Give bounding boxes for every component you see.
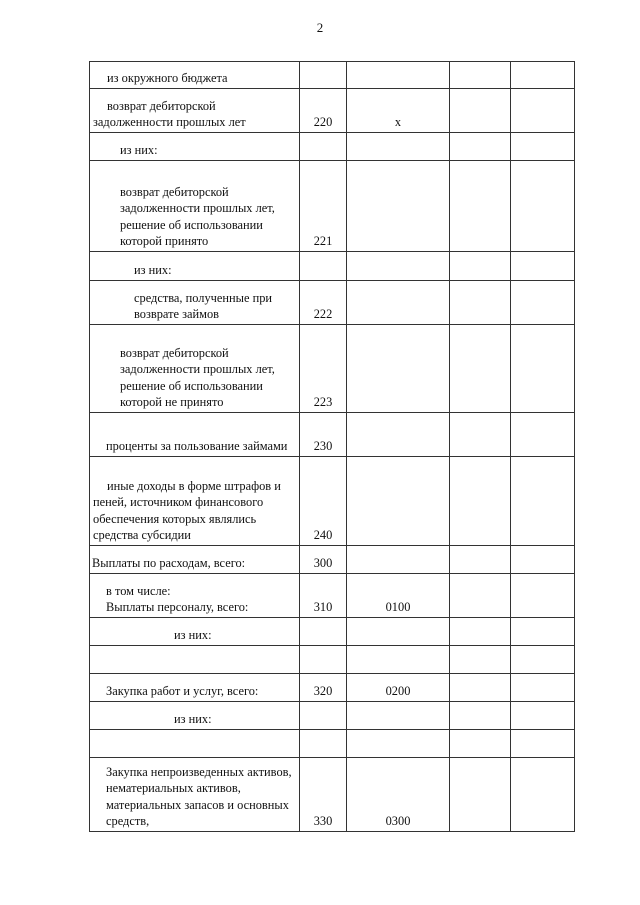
row-cell-empty	[511, 758, 575, 832]
table-row	[90, 413, 575, 457]
row-cell-empty	[511, 89, 575, 133]
row-name: из них:	[90, 702, 300, 730]
table-row	[90, 758, 575, 832]
row-cell-empty	[450, 161, 511, 252]
row-kbk	[347, 730, 450, 758]
row-kbk: х	[347, 89, 450, 133]
table-row	[90, 161, 575, 252]
row-name	[90, 730, 300, 758]
row-kbk	[347, 618, 450, 646]
table-row	[90, 574, 575, 618]
table-row	[90, 546, 575, 574]
row-code: 310	[300, 574, 347, 618]
row-cell-empty	[450, 646, 511, 674]
row-name-line: Выплаты персоналу, всего:	[106, 599, 249, 614]
row-code: 221	[300, 161, 347, 252]
table-row	[90, 325, 575, 413]
row-name-line: в том числе:	[106, 583, 171, 598]
row-kbk	[347, 413, 450, 457]
row-name: возврат дебиторской задолженности прошлых лет, решение об использовании которой не принято	[90, 325, 300, 413]
row-code: 240	[300, 457, 347, 546]
row-cell-empty	[450, 546, 511, 574]
table-row	[90, 281, 575, 325]
row-code	[300, 646, 347, 674]
row-code	[300, 62, 347, 89]
table-row	[90, 457, 575, 546]
table-row	[90, 252, 575, 281]
row-kbk	[347, 702, 450, 730]
table-row	[90, 133, 575, 161]
row-cell-empty	[511, 62, 575, 89]
row-name: средства, полученные при возврате займов	[90, 281, 300, 325]
row-code: 300	[300, 546, 347, 574]
row-cell-empty	[511, 413, 575, 457]
row-cell-empty	[511, 674, 575, 702]
row-cell-empty	[450, 133, 511, 161]
row-cell-empty	[511, 646, 575, 674]
row-cell-empty	[511, 574, 575, 618]
row-cell-empty	[511, 702, 575, 730]
table-row	[90, 618, 575, 646]
row-code	[300, 133, 347, 161]
row-cell-empty	[450, 674, 511, 702]
row-code	[300, 618, 347, 646]
row-kbk	[347, 281, 450, 325]
table-row	[90, 674, 575, 702]
row-kbk	[347, 133, 450, 161]
row-name	[90, 574, 300, 618]
row-name: Закупка работ и услуг, всего:	[90, 674, 300, 702]
row-name: из них:	[90, 618, 300, 646]
row-cell-empty	[511, 161, 575, 252]
row-code	[300, 702, 347, 730]
row-cell-empty	[450, 618, 511, 646]
row-kbk: 0100	[347, 574, 450, 618]
row-kbk	[347, 546, 450, 574]
page-number: 2	[316, 20, 324, 35]
row-cell-empty	[511, 281, 575, 325]
row-code: 230	[300, 413, 347, 457]
table-row	[90, 646, 575, 674]
row-name: из них:	[90, 133, 300, 161]
row-kbk	[347, 457, 450, 546]
row-kbk	[347, 62, 450, 89]
row-cell-empty	[450, 281, 511, 325]
row-name: Выплаты по расходам, всего:	[90, 546, 300, 574]
table-row	[90, 89, 575, 133]
table-row	[90, 702, 575, 730]
row-cell-empty	[511, 252, 575, 281]
row-cell-empty	[450, 758, 511, 832]
row-code: 222	[300, 281, 347, 325]
row-cell-empty	[511, 546, 575, 574]
row-kbk	[347, 325, 450, 413]
row-cell-empty	[511, 133, 575, 161]
row-cell-empty	[511, 618, 575, 646]
row-name: иные доходы в форме штрафов и пеней, источником финансового обеспечения которых являлись средства субсидии	[90, 457, 300, 546]
row-cell-empty	[450, 252, 511, 281]
row-cell-empty	[511, 457, 575, 546]
row-kbk	[347, 161, 450, 252]
row-name: проценты за пользование займами	[90, 413, 300, 457]
row-cell-empty	[450, 702, 511, 730]
row-cell-empty	[450, 574, 511, 618]
report-table	[89, 61, 575, 832]
row-code: 223	[300, 325, 347, 413]
row-name	[90, 646, 300, 674]
row-code: 220	[300, 89, 347, 133]
table-row	[90, 62, 575, 89]
row-kbk: 0200	[347, 674, 450, 702]
row-kbk: 0300	[347, 758, 450, 832]
row-kbk	[347, 252, 450, 281]
row-cell-empty	[450, 457, 511, 546]
row-cell-empty	[450, 730, 511, 758]
row-code: 330	[300, 758, 347, 832]
row-cell-empty	[511, 325, 575, 413]
row-name: возврат дебиторской задолженности прошлых лет	[90, 89, 300, 133]
row-name: возврат дебиторской задолженности прошлых лет, решение об использовании которой принято	[90, 161, 300, 252]
row-cell-empty	[450, 89, 511, 133]
row-cell-empty	[511, 730, 575, 758]
row-cell-empty	[450, 325, 511, 413]
row-code: 320	[300, 674, 347, 702]
row-code	[300, 252, 347, 281]
row-code	[300, 730, 347, 758]
row-name: Закупка непроизведенных активов, нематериальных активов, материальных запасов и основных средств,	[90, 758, 300, 832]
row-name: из окружного бюджета	[90, 62, 300, 89]
table-row	[90, 730, 575, 758]
row-name: из них:	[90, 252, 300, 281]
row-cell-empty	[450, 413, 511, 457]
row-cell-empty	[450, 62, 511, 89]
row-kbk	[347, 646, 450, 674]
